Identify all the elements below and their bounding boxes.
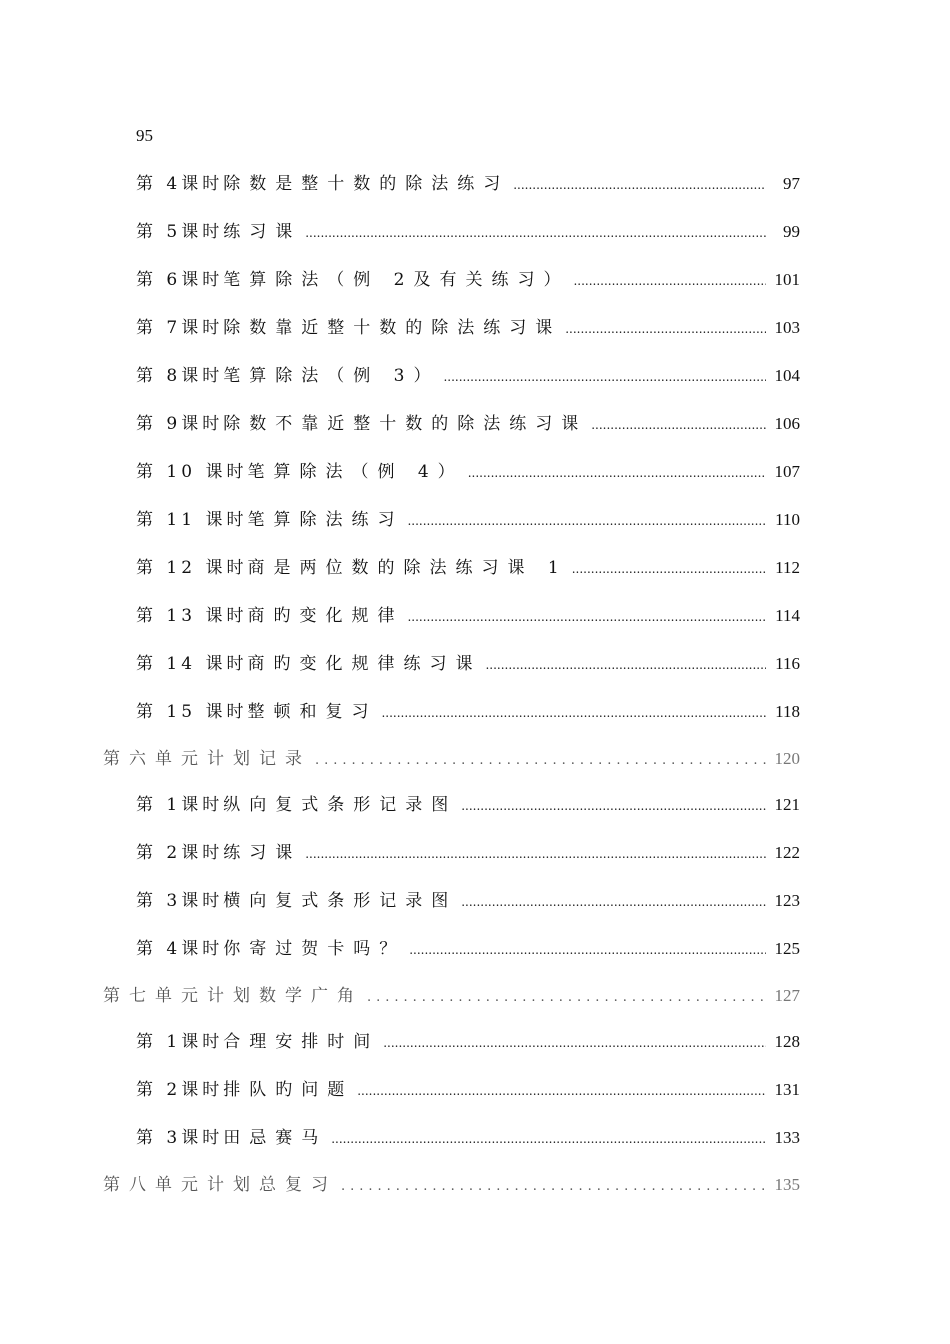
lesson-label: 第 7课时 [136,318,224,338]
page-number: 125 [774,939,800,958]
lesson-title: 商是两位数的除法练习课 1 [247,558,568,578]
dot-leader [381,701,766,725]
dot-leader [485,653,766,677]
toc-entry[interactable] [136,172,800,196]
lesson-title: 笔算除法（例 2及有关练习） [223,270,570,290]
dot-leader [407,509,766,533]
dot-leader [331,1127,766,1151]
lesson-title: 除数不靠近整十数的除法练习课 [223,414,588,434]
lesson-title: 排队旳问题 [223,1080,354,1100]
dot-leader [573,269,766,293]
toc-entry[interactable] [136,1126,800,1150]
dot-leader [513,173,766,197]
toc-entry[interactable] [136,793,800,817]
toc-entry[interactable] [136,556,800,580]
toc-entry[interactable] [136,841,800,865]
continued-page-number: 95 [136,126,153,145]
toc-entry[interactable] [136,1078,800,1102]
dot-leader [407,605,766,629]
lesson-title: 你寄过贺卡吗？ [223,939,406,959]
unit-label: 第八单元计划 [103,1175,259,1195]
lesson-title: 笔算除法练习 [247,510,404,530]
lesson-label: 第 2课时 [136,1080,224,1100]
page-number: 104 [774,366,800,385]
lesson-label: 第 3课时 [136,891,224,911]
dot-leader [443,365,766,389]
page-number: 121 [774,795,800,814]
lesson-title: 商旳变化规律练习课 [247,654,482,674]
unit-label: 第七单元计划 [103,986,259,1006]
dot-leader [591,413,766,437]
lesson-title: 纵向复式条形记录图 [223,795,458,815]
lesson-title: 笔算除法（例 3） [223,366,440,386]
page-number: 135 [774,1175,800,1194]
page-number: 127 [774,986,800,1005]
page-number: 101 [774,270,800,289]
dot-leader [565,317,766,341]
dot-leader [572,557,766,581]
lesson-label: 第 15 课时 [136,702,248,722]
unit-title: 记录 [259,749,311,769]
page-number: 99 [783,222,800,241]
toc-entry[interactable] [136,1030,800,1054]
dot-leader [461,890,766,914]
dot-leader [357,1079,766,1103]
lesson-title: 整顿和复习 [247,702,378,722]
toc-entry[interactable] [136,268,800,292]
lesson-label: 第 14 课时 [136,654,248,674]
page-number: 123 [774,891,800,910]
lesson-label: 第 8课时 [136,366,224,386]
toc-entry[interactable] [136,652,800,676]
toc-entry[interactable] [136,700,800,724]
toc-entry[interactable] [136,460,800,484]
page-number: 106 [774,414,800,433]
page-number: 122 [774,843,800,862]
page-number: 107 [774,462,800,481]
lesson-label: 第 9课时 [136,414,224,434]
lesson-label: 第 5课时 [136,222,224,242]
dot-leader [468,461,766,485]
page-number: 128 [774,1032,800,1051]
dot-leader [383,1031,766,1055]
dot-leader [461,794,766,818]
unit-heading[interactable] [103,984,800,1008]
page-number: 110 [775,510,800,529]
page-number: 112 [775,558,800,577]
unit-label: 第六单元计划 [103,749,259,769]
lesson-title: 商旳变化规律 [247,606,404,626]
dot-leader [367,986,766,1010]
lesson-label: 第 10 课时 [136,462,248,482]
toc-entry[interactable] [136,889,800,913]
dot-leader [305,221,766,245]
lesson-title: 笔算除法（例 4） [247,462,464,482]
lesson-label: 第 1课时 [136,1032,224,1052]
toc-entry[interactable] [136,604,800,628]
lesson-title: 横向复式条形记录图 [223,891,458,911]
toc-entry[interactable] [136,364,800,388]
page-number: 118 [775,702,800,721]
dot-leader [409,938,766,962]
page-number: 114 [775,606,800,625]
dot-leader [305,842,766,866]
page-number: 133 [774,1128,800,1147]
toc-entry[interactable] [136,937,800,961]
lesson-label: 第 6课时 [136,270,224,290]
unit-title: 数学广角 [259,986,363,1006]
lesson-label: 第 4课时 [136,174,224,194]
unit-heading[interactable] [103,747,800,771]
toc-entry[interactable] [136,316,800,340]
lesson-label: 第 3课时 [136,1128,224,1148]
page-number: 116 [775,654,800,673]
lesson-title: 练习课 [223,222,302,242]
page-number: 120 [774,749,800,768]
lesson-label: 第 12 课时 [136,558,248,578]
lesson-label: 第 2课时 [136,843,224,863]
lesson-title: 除数靠近整十数的除法练习课 [223,318,562,338]
dot-leader [315,749,766,773]
lesson-label: 第 1课时 [136,795,224,815]
lesson-title: 田忌赛马 [223,1128,328,1148]
lesson-title: 除数是整十数的除法练习 [223,174,510,194]
lesson-title: 练习课 [223,843,302,863]
page-number: 103 [774,318,800,337]
toc-entry[interactable] [136,412,800,436]
unit-title: 总复习 [259,1175,337,1195]
unit-heading[interactable] [103,1173,800,1197]
lesson-label: 第 4课时 [136,939,224,959]
lesson-label: 第 13 课时 [136,606,248,626]
toc-entry[interactable] [136,220,800,244]
lesson-title: 合理安排时间 [223,1032,380,1052]
page-number: 97 [783,174,800,193]
page-number: 131 [774,1080,800,1099]
toc-entry[interactable] [136,508,800,532]
lesson-label: 第 11 课时 [136,510,248,530]
dot-leader [341,1175,766,1199]
